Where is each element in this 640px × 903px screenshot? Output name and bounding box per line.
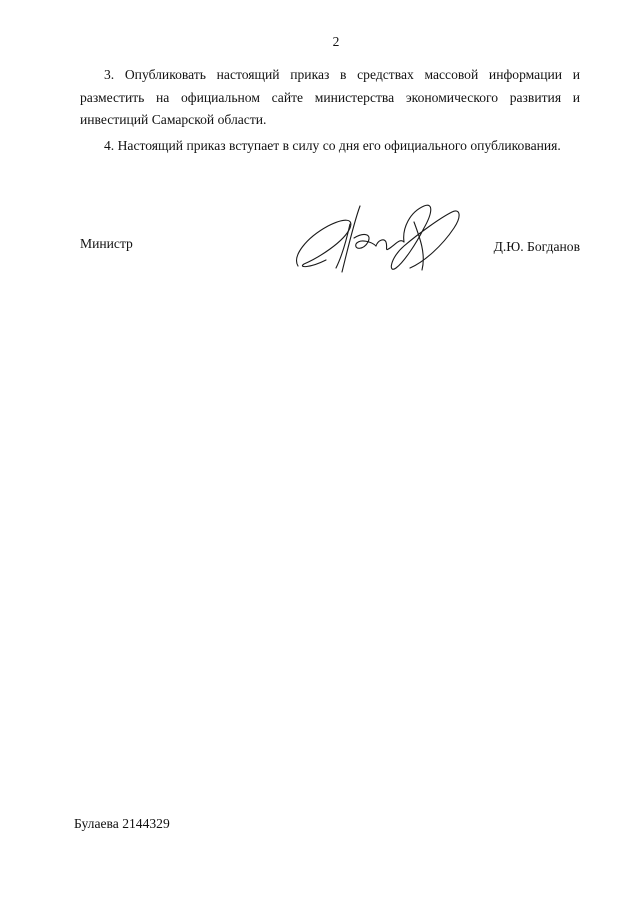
- page-number: 2: [332, 34, 340, 49]
- paragraph-effective-date: 4. Настоящий приказ вступает в силу со дня его официального опубликования.: [104, 137, 561, 153]
- paragraph-publication: 3. Опубликовать настоящий приказ в средствах массовой информации и разместить на официальном сайте министерства экономического развития и инвестиций Самарской области.: [80, 67, 580, 127]
- signer-name: Д.Ю. Богданов: [493, 239, 580, 254]
- document-body: [80, 64, 580, 157]
- signer-position: Министр: [80, 236, 133, 251]
- executor-reference: Булаева 2144329: [74, 816, 170, 831]
- handwritten-signature: [292, 198, 472, 278]
